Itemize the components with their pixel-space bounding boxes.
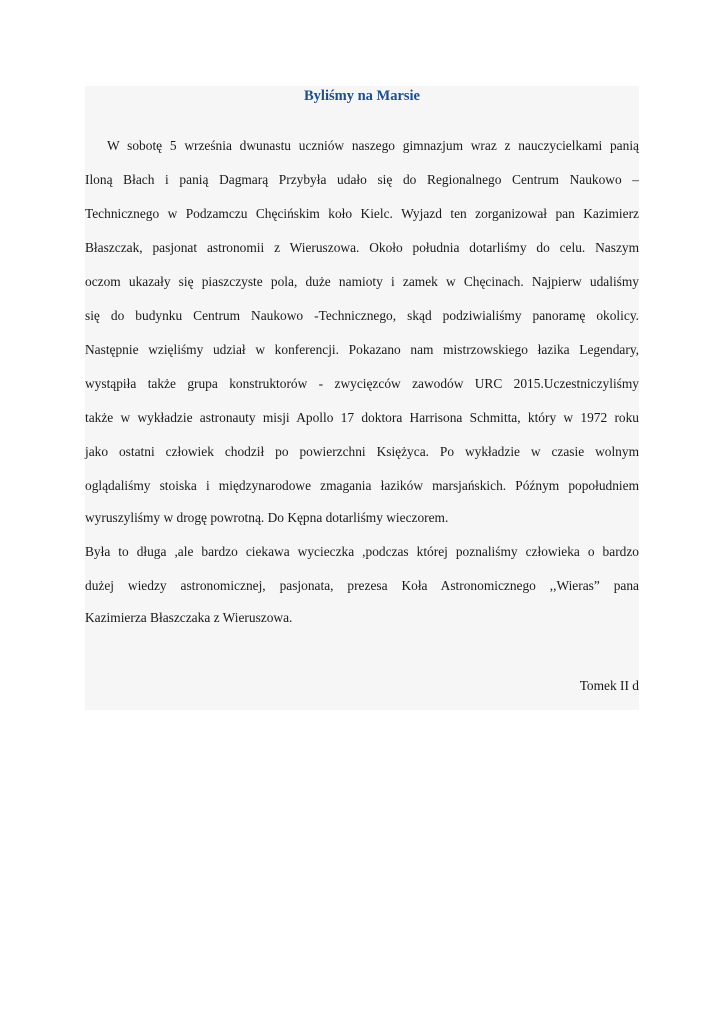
- paragraph-line: wystąpiła także grupa konstruktorów - zwycięzców zawodów URC 2015.Uczestniczyliśmy: [85, 376, 639, 391]
- paragraph-line: jako ostatni człowiek chodził po powierzchni Księżyca. Po wykładzie w czasie wolnym: [85, 444, 639, 459]
- paragraph-line: się do budynku Centrum Naukowo -Technicznego, skąd podziwialiśmy panoramę okolicy.: [85, 308, 639, 323]
- paragraph-line: oglądaliśmy stoiska i międzynarodowe zmagania łazików marsjańskich. Późnym popołudniem: [85, 478, 639, 493]
- paragraph-line: oczom ukazały się piaszczyste pola, duże namioty i zamek w Chęcinach. Najpierw udaliśmy: [85, 274, 639, 289]
- paragraph-line: wyruszyliśmy w drogę powrotną. Do Kępna dotarliśmy wieczorem.: [85, 510, 449, 525]
- paragraph-line: Technicznego w Podzamczu Chęcińskim koło Kielc. Wyjazd ten zorganizował pan Kazimierz: [85, 206, 639, 221]
- document-content: [85, 86, 639, 710]
- paragraph-line: Następnie wzięliśmy udział w konferencji. Pokazano nam mistrzowskiego łazika Legendary,: [85, 342, 639, 357]
- paragraph-line: także w wykładzie astronauty misji Apollo 17 doktora Harrisona Schmitta, który w 1972 roku: [85, 410, 639, 425]
- paragraph-line: Kazimierza Błaszczaka z Wieruszowa.: [85, 610, 293, 625]
- paragraph-line: Iloną Błach i panią Dagmarą Przybyła udało się do Regionalnego Centrum Naukowo –: [85, 172, 639, 187]
- paragraph-line: dużej wiedzy astronomicznej, pasjonata, prezesa Koła Astronomicznego ,,Wieras” pana: [85, 578, 639, 593]
- paragraph-line: Błaszczak, pasjonat astronomii z Wieruszowa. Około południa dotarliśmy do celu. Naszym: [85, 240, 639, 255]
- paragraph-line: W sobotę 5 września dwunastu uczniów naszego gimnazjum wraz z nauczycielkami panią: [107, 138, 639, 153]
- paragraph-line: Była to długa ,ale bardzo ciekawa wycieczka ,podczas której poznaliśmy człowieka o bardzo: [85, 544, 639, 559]
- document-title: Byliśmy na Marsie: [304, 88, 420, 104]
- author-signature: Tomek II d: [579, 678, 639, 693]
